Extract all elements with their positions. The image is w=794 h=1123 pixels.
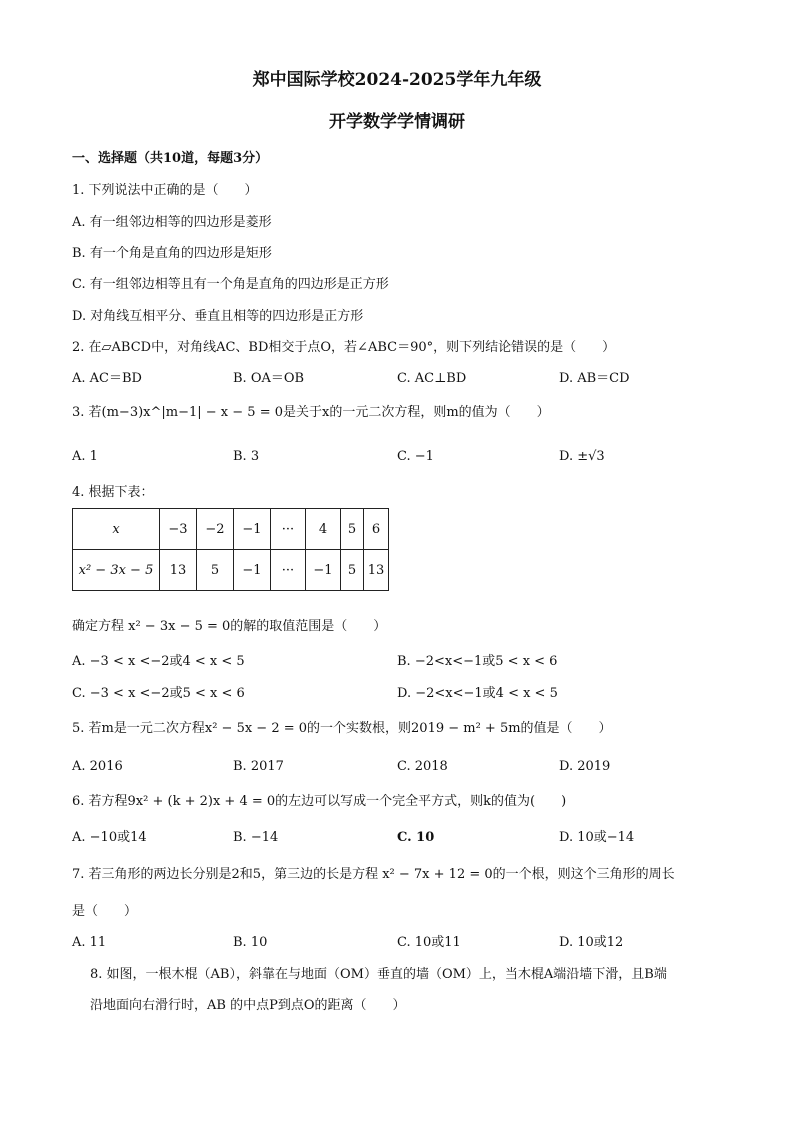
question-4-question: 确定方程 x² − 3x − 5 = 0的解的取值范围是（ ）	[72, 619, 387, 634]
page-title: 郑中国际学校2024-2025学年九年级	[252, 70, 542, 90]
question-5-option-a: A. 2016	[72, 759, 123, 774]
table-cell: x² − 3x − 5	[73, 550, 160, 591]
question-6-option-b: B. −14	[233, 830, 279, 845]
page-subtitle: 开学数学学情调研	[329, 112, 465, 132]
question-1-option-b: B. 有一个角是直角的四边形是矩形	[72, 246, 272, 261]
question-1-option-d: D. 对角线互相平分、垂直且相等的四边形是正方形	[72, 309, 364, 324]
question-6-option-c: C. 10	[397, 830, 435, 845]
question-3-option-d: D. ±√3	[559, 449, 605, 464]
question-7-stem-line1: 7. 若三角形的两边长分别是2和5，第三边的长是方程 x² − 7x + 12 = 0的一个根，则这个三角形的周长	[72, 867, 675, 882]
question-5-option-b: B. 2017	[233, 759, 284, 774]
question-7-stem-line2: 是（ ）	[72, 904, 138, 919]
table-cell: 6	[364, 509, 389, 550]
question-2-option-b: B. OA＝OB	[233, 371, 305, 386]
question-3-option-b: B. 3	[233, 449, 260, 464]
question-7-option-b: B. 10	[233, 935, 268, 950]
table-cell: −3	[160, 509, 197, 550]
question-8-stem-line1: 8. 如图，一根木棍（AB），斜靠在与地面（OM）垂直的墙（OM）上，当木棍A端沿墙下滑，且B端	[90, 967, 667, 982]
table-cell: x	[73, 509, 160, 550]
question-4-stem: 4. 根据下表：	[72, 485, 154, 500]
question-5-stem: 5. 若m是一元二次方程x² − 5x − 2 = 0的一个实数根，则2019 − m² + 5m的值是（ ）	[72, 721, 612, 736]
table-row	[73, 550, 389, 591]
question-7-option-d: D. 10或12	[559, 935, 624, 950]
question-7-option-c: C. 10或11	[397, 935, 461, 950]
question-6-option-a: A. −10或14	[72, 830, 147, 845]
question-3-option-c: C. −1	[397, 449, 434, 464]
question-2-option-d: D. AB＝CD	[559, 371, 630, 386]
table-cell: 5	[197, 550, 234, 591]
question-2-option-c: C. AC⊥BD	[397, 371, 467, 386]
table-cell: 13	[364, 550, 389, 591]
question-5-option-c: C. 2018	[397, 759, 448, 774]
question-1-option-a: A. 有一组邻边相等的四边形是菱形	[72, 215, 272, 230]
table-cell: −1	[306, 550, 341, 591]
question-8-stem-line2: 沿地面向右滑行时，AB 的中点P到点O的距离（ ）	[90, 998, 406, 1013]
table-cell: 13	[160, 550, 197, 591]
question-1-option-c: C. 有一组邻边相等且有一个角是直角的四边形是正方形	[72, 277, 389, 292]
question-6-option-d: D. 10或−14	[559, 830, 635, 845]
question-4-option-c: C. −3 < x <−2或5 < x < 6	[72, 686, 245, 701]
question-1-stem: 1. 下列说法中正确的是（ ）	[72, 183, 258, 198]
question-2-stem: 2. 在▱ABCD中，对角线AC、BD相交于点O，若∠ABC＝90°，则下列结论错误的是（ ）	[72, 340, 616, 355]
question-7-option-a: A. 11	[72, 935, 107, 950]
table-cell: −1	[234, 550, 271, 591]
question-4-option-d: D. −2<x<−1或4 < x < 5	[397, 686, 558, 701]
section-heading: 一、选择题（共10道，每题3分）	[72, 151, 269, 166]
table-cell: 5	[341, 509, 364, 550]
question-6-stem: 6. 若方程9x² + (k + 2)x + 4 = 0的左边可以写成一个完全平方式，则k的值为( )	[72, 794, 567, 809]
table-row	[73, 509, 389, 550]
question-5-option-d: D. 2019	[559, 759, 611, 774]
question-2-option-a: A. AC＝BD	[72, 371, 142, 386]
question-3-option-a: A. 1	[72, 449, 98, 464]
values-table	[72, 508, 389, 591]
table-cell: 4	[306, 509, 341, 550]
table-cell: ···	[271, 550, 306, 591]
question-4-option-b: B. −2<x<−1或5 < x < 6	[397, 654, 558, 669]
table-cell: ···	[271, 509, 306, 550]
table-cell: 5	[341, 550, 364, 591]
question-3-stem: 3. 若(m−3)x^|m−1| − x − 5 = 0是关于x的一元二次方程，则m的值为（ ）	[72, 405, 550, 420]
question-4-option-a: A. −3 < x <−2或4 < x < 5	[72, 654, 245, 669]
table-cell: −2	[197, 509, 234, 550]
table-cell: −1	[234, 509, 271, 550]
